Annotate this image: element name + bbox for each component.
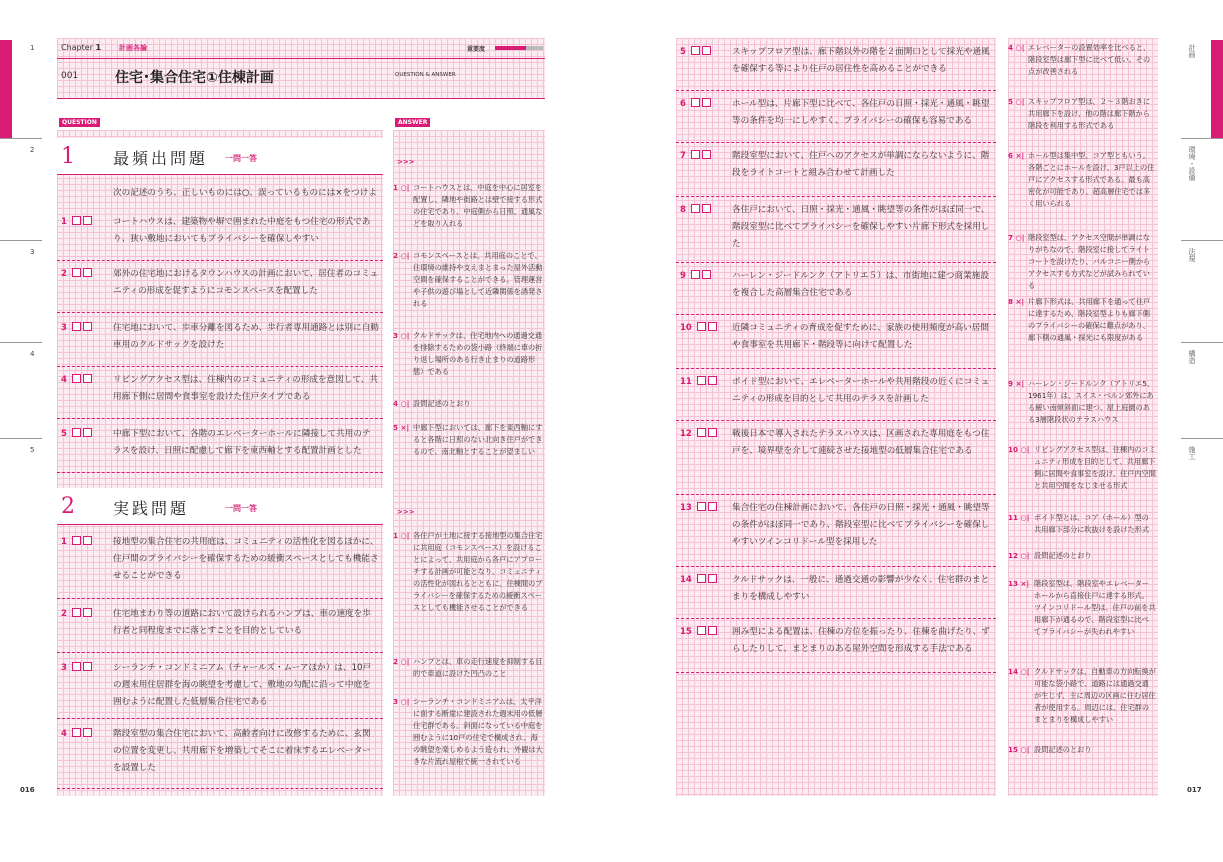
question-number: 7 [680, 150, 711, 161]
answer-number: 2 ○| [393, 251, 410, 260]
section-number: 001 [61, 71, 79, 81]
sec2-question-row [57, 656, 383, 719]
answer-number: 10 ○| [1008, 445, 1030, 454]
checkbox[interactable] [83, 536, 92, 545]
chapter-edge-tab [0, 40, 12, 138]
answer-text: スキップフロア型は、２～３階おきに共用廊下を設け、他の階は廊下階から階段を利用する形式である [1028, 97, 1151, 130]
checkbox[interactable] [708, 574, 717, 583]
answer-number: 1 ○| [393, 531, 410, 540]
answer-number: 6 ×| [1008, 151, 1025, 160]
checkbox[interactable] [697, 322, 706, 331]
right-question-row [676, 316, 996, 369]
question-text: 住宅地まわり等の道路において設けられるハンプは、車の速度を歩行者と同程度までに落とすことを目的としている [113, 609, 371, 636]
question-number: 11 [680, 376, 717, 387]
edge-divider [0, 240, 42, 241]
checkbox[interactable] [691, 204, 700, 213]
section-1-arrow: >>> [397, 158, 415, 166]
question-number: 3 [61, 662, 92, 673]
section-1-title: 最頻出問題 [113, 149, 209, 168]
answer-text: ハンプとは、車の走行速度を抑制する目的で車道に設けた凹凸のこと [413, 657, 543, 678]
question-number: 4 [61, 728, 92, 739]
edge-divider [1181, 138, 1223, 139]
importance-fill [495, 46, 526, 50]
question-text: スキップフロア型は、廊下階以外の階を２面開口として採光や通風を確保する等により住戸の居住性を高めることができる [732, 47, 990, 74]
answer-text: 片廊下形式は、共用廊下を通って住戸に達するため、階段室型よりも廊下側のプライバシーの確保に難点があり、廊下側の通風・採光にも限度がある [1028, 297, 1151, 342]
section-2-title: 実践問題 [113, 499, 190, 518]
checkbox[interactable] [72, 728, 81, 737]
answer-text: 階段室型は、階段室やエレベーターホールから直接住戸に達する形式。ツインコリドール型は、住戸の前を共用廊下が通るので、階段室型に比べてプライバシーが失われやすい [1034, 579, 1156, 636]
question-text: ボイド型において、エレベーターホールや共用階段の近くにコミュニティの形成を目的として共用のテラスを計画した [732, 377, 990, 404]
checkbox[interactable] [83, 662, 92, 671]
category-label: 計画各論 [119, 44, 147, 52]
question-number: 3 [61, 322, 92, 333]
checkbox[interactable] [72, 322, 81, 331]
checkbox[interactable] [708, 502, 717, 511]
answer-number: 15 ○| [1008, 745, 1030, 754]
section-2-arrow: >>> [397, 508, 415, 516]
section-2-header [57, 488, 383, 525]
question-text: クルドサックは、一般に、通過交通の影響が少なく、住宅群のまとまりを構成しやすい [732, 575, 990, 602]
section-1-header [57, 138, 383, 175]
question-text: 接地型の集合住宅の共用庭は、コミュニティの活性化を図るほかに、住戸間のプライバシーを確保するための緩衝スペースとしても機能させることができる [113, 537, 379, 581]
answer-number: 5 ×| [393, 423, 410, 432]
question-number: 5 [680, 46, 711, 57]
question-number: 1 [61, 216, 92, 227]
edge-divider [0, 342, 42, 343]
question-number: 8 [680, 204, 711, 215]
checkbox[interactable] [708, 376, 717, 385]
right-question-row [676, 620, 996, 673]
answer-number: 12 ○| [1008, 551, 1030, 560]
checkbox[interactable] [691, 46, 700, 55]
right-question-row [676, 264, 996, 315]
question-text: 住宅地において、歩車分離を図るため、歩行者専用通路とは別に自動車用のクルドサックを設けた [113, 323, 379, 350]
question-text: 戦後日本で導入されたテラスハウスは、区画された専用庭をもつ住戸を、境界壁を介して連続させた接地型の低層集合住宅である [732, 429, 990, 456]
checkbox[interactable] [83, 268, 92, 277]
checkbox[interactable] [72, 536, 81, 545]
sec2-question-row [57, 530, 383, 599]
checkbox[interactable] [702, 150, 711, 159]
answer-number: 4 ○| [393, 399, 410, 408]
checkbox[interactable] [708, 428, 717, 437]
edge-divider [1181, 240, 1223, 241]
header-top-row [57, 38, 545, 59]
answer-text: 各住戸が土地に接する接地型の集合住宅に共用庭（コモンスペース）を設けることによって、共用庭から各戸にアプローチする計画が可能となり、コミュニティの活性化が図れるとともに、住棟間のプライバシーを確保するための緩衝スペースとしても機能させることができる [413, 531, 543, 612]
question-text: 近隣コミュニティの育成を促すために、家族の使用頻度が高い居間や食事室を共用廊下・階段等に向けて配置した [732, 323, 989, 350]
section-label: 構造 [1188, 350, 1196, 364]
section-label: 計画 [1188, 44, 1196, 58]
checkbox[interactable] [702, 46, 711, 55]
checkbox[interactable] [83, 322, 92, 331]
right-question-row [676, 198, 996, 263]
answer-text: シーランチ・コンドミニアムは、太平洋に面する断崖に建設された週末用の低層住宅群である。斜面になっている中庭を囲むように10戸の住宅で構成され、海の眺望を楽しめるよう造られ、外観は大きな片流れ屋根で統一されている [413, 697, 543, 766]
answer-text: エレベーターの設置効率を比べると、階段室型は廊下型に比べて低い。その点が改善される [1028, 43, 1151, 76]
section-2-subtitle: 一問一答 [225, 504, 257, 513]
intro-text: 次の記述のうち、正しいものには○、誤っているものには×をつけよ [113, 188, 377, 198]
checkbox[interactable] [72, 374, 81, 383]
edge-divider [1181, 342, 1223, 343]
question-number: 12 [680, 428, 717, 439]
page-title: 住宅･集合住宅①住棟計画 [115, 70, 274, 86]
sec1-question-row [57, 368, 383, 419]
answer-number: 4 ○| [1008, 43, 1025, 52]
page-number-left: 016 [20, 786, 35, 794]
checkbox[interactable] [83, 374, 92, 383]
checkbox[interactable] [691, 98, 700, 107]
answer-number: 8 ×| [1008, 297, 1025, 306]
answer-number: 5 ○| [1008, 97, 1025, 106]
section-label: 施工 [1188, 446, 1196, 460]
right-question-row [676, 496, 996, 567]
question-text: 階段室型の集合住宅において、高齢者向けに改修するために、玄関の位置を変更し、共用廊下を増築してそこに着床するエレベーターを設置した [113, 729, 371, 773]
question-text: ホール型は、片廊下型に比べて、各住戸の日照・採光・通風・眺望等の条件を均一にしやすく、プライバシーの確保も容易である [732, 99, 990, 126]
answer-number: 14 ○| [1008, 667, 1030, 676]
question-text: 中廊下型において、各階のエレベーターホールに隣接して共用のテラスを設け、日照に配慮して廊下を東西軸とする配置計画とした [113, 429, 371, 456]
edge-number: 3 [30, 248, 35, 256]
answer-text: 設問記述のとおり [1034, 745, 1092, 754]
question-number: 9 [680, 270, 711, 281]
question-text: 階段室型において、住戸へのアクセスが単調にならないように、階段をライトコートと組み合わせて計画した [732, 151, 990, 178]
answer-column-right [1008, 38, 1158, 796]
qa-label: QUESTION & ANSWER [395, 72, 456, 78]
sec1-question-row [57, 210, 383, 261]
question-tag: QUESTION [59, 118, 100, 127]
answer-text: リビングアクセス型は、住棟内のコミュニティ形成を目的として、共用廊下側に居間や食事室を設け、住戸内空間と共用空間をなじませる形式 [1034, 445, 1156, 490]
question-text: コートハウスは、建築物や塀で囲まれた中庭をもつ住宅の形式であり、狭い敷地においてもプライバシーを確保しやすい [113, 217, 371, 244]
answer-text: 中廊下型においては、廊下を東西軸にすると各階に日照のない北向き住戸ができるので、南北軸とすることが望ましい [413, 423, 543, 456]
question-text: リビングアクセス型は、住棟内のコミュニティの形成を意図して、共用廊下側に居間や食事室を設けた住戸タイプである [113, 375, 378, 402]
page-number-right: 017 [1187, 786, 1202, 794]
right-question-row [676, 40, 996, 91]
checkbox[interactable] [72, 662, 81, 671]
chapter-edge-tab-right [1211, 40, 1223, 138]
checkbox[interactable] [72, 268, 81, 277]
sec2-question-row [57, 602, 383, 653]
checkbox[interactable] [708, 322, 717, 331]
section-2-number: 2 [61, 494, 75, 519]
checkbox[interactable] [697, 428, 706, 437]
answer-text: 設問記述のとおり [1034, 551, 1092, 560]
checkbox[interactable] [691, 270, 700, 279]
page-header [57, 38, 545, 98]
answer-text: クルドサックは、自動車の方向転換が可能な袋小路で、道路には通過交通が生じず、主に周辺の区画に住む居住者が使用する。周辺には、住宅群のまとまりを構成しやすい [1034, 667, 1156, 724]
checkbox[interactable] [83, 608, 92, 617]
section-1-subtitle: 一問一答 [225, 154, 257, 163]
edge-divider [0, 438, 42, 439]
answer-text: ハーレン・ジードルンク（アトリエ5、1961年）は、スイス・ベルン郊外にある緩い南傾斜面に建つ、屋上庭園のある3層階段状のテラスハウス [1028, 379, 1154, 424]
question-text: 囲み型による配置は、住棟の方位を振ったり、住棟を曲げたり、ずらしたりして、まとまりのある屋外空間を形成する手法である [732, 627, 990, 654]
answer-tag: ANSWER [395, 118, 430, 127]
checkbox[interactable] [708, 626, 717, 635]
checkbox[interactable] [83, 728, 92, 737]
chapter-label: Chapter 1 [61, 43, 102, 52]
sec2-question-row [57, 722, 383, 789]
edge-divider [1181, 438, 1223, 439]
right-question-row [676, 92, 996, 143]
checkbox[interactable] [697, 574, 706, 583]
question-number: 2 [61, 608, 92, 619]
checkbox[interactable] [83, 216, 92, 225]
right-question-row [676, 568, 996, 619]
checkbox[interactable] [691, 150, 700, 159]
question-column [57, 130, 383, 796]
question-number: 14 [680, 574, 717, 585]
right-question-row [676, 144, 996, 197]
checkbox[interactable] [697, 376, 706, 385]
section-label: 環境・設備 [1188, 146, 1196, 181]
question-number: 13 [680, 502, 717, 513]
answer-number: 3 ○| [393, 331, 410, 340]
importance-label: 重要度 [467, 46, 486, 53]
answer-text: ホール型は集中型、コア型ともいう。各階ごとにホールを設け、3戸以上の住戸にアクセスする形式である。最も高密化が可能であり、超高層住宅では多く用いられる [1028, 151, 1155, 208]
answer-text: 階段室型は、アクセス空間が単調になりがちなので、階段室に接してライトコートを設けたり、バルコニー側からアクセスする方式などが試みられている [1028, 233, 1151, 290]
section-label: 法規 [1188, 248, 1196, 262]
answer-number: 2 ○| [393, 657, 410, 666]
right-question-row [676, 370, 996, 421]
edge-number: 2 [30, 146, 35, 154]
answer-number: 9 ×| [1008, 379, 1025, 388]
checkbox[interactable] [702, 98, 711, 107]
answer-column [393, 130, 545, 796]
answer-text: コモンスペースとは、共用庭のことで、住環境の維持や支えまとまった屋外活動空間を確保することができる。管理運営や子供の遊び場として近隣関係を誘発される [413, 251, 543, 308]
checkbox[interactable] [702, 204, 711, 213]
question-column-right [676, 38, 996, 796]
answer-number: 7 ○| [1008, 233, 1025, 242]
answer-text: コートハウスとは、中庭を中心に居室を配置し、隣地や街路とは壁で接する形式の住宅であり、中庭側から日照、通風などを取り入れる [413, 183, 543, 228]
section-1-number: 1 [61, 144, 75, 169]
question-text: 集合住宅の住棟計画において、各住戸の日照・採光・通風・眺望等の条件がほぼ同一であり、階段室型に比べてプライバシーを確保しやすいツインコリドール型を採用した [732, 503, 990, 547]
checkbox[interactable] [697, 626, 706, 635]
edge-number: 4 [30, 350, 35, 358]
checkbox[interactable] [72, 608, 81, 617]
sec1-question-row [57, 422, 383, 473]
question-number: 4 [61, 374, 92, 385]
checkbox[interactable] [83, 428, 92, 437]
question-number: 1 [61, 536, 92, 547]
edge-number: 1 [30, 44, 35, 52]
right-question-row [676, 422, 996, 495]
question-text: ハーレン・ジードルンク（アトリエ５）は、市街地に建つ商業施設を複合した高層集合住宅である [732, 271, 989, 298]
answer-number: 3 ○| [393, 697, 410, 706]
header-title-row [57, 58, 545, 99]
edge-divider [0, 138, 42, 139]
answer-text: ボイド型とは、コア（ホール）型の共用廊下部分に吹抜けを設けた形式 [1034, 513, 1150, 534]
question-text: シーランチ・コンドミニアム（チャールズ・ムーアほか）は、10戸の週末用住居群を海の眺望を考慮して、敷地の勾配に沿って中庭を囲むように配置した低層集合住宅である [113, 663, 372, 707]
question-number: 15 [680, 626, 717, 637]
sec1-question-row [57, 316, 383, 367]
answer-text: 設問記述のとおり [413, 399, 471, 408]
question-number: 10 [680, 322, 717, 333]
question-number: 5 [61, 428, 92, 439]
answer-text: クルドサックは、住宅地内への通過交通を排除するための袋小路（終端に車の折り返し場所のある行き止まりの道路形態）である [413, 331, 543, 376]
checkbox[interactable] [702, 270, 711, 279]
edge-number: 5 [30, 446, 35, 454]
answer-number: 11 ○| [1008, 513, 1030, 522]
question-text: 各住戸において、日照・採光・通風・眺望等の条件がほぼ同一で、階段室型に比べてプライバシーを確保しやすい片廊下形式を採用した [732, 205, 990, 249]
answer-number: 1 ○| [393, 183, 410, 192]
answer-number: 13 ×| [1008, 579, 1030, 588]
sec1-question-row [57, 262, 383, 313]
importance-bar [495, 46, 543, 50]
checkbox[interactable] [697, 502, 706, 511]
checkbox[interactable] [72, 428, 81, 437]
question-number: 6 [680, 98, 711, 109]
question-number: 2 [61, 268, 92, 279]
checkbox[interactable] [72, 216, 81, 225]
question-text: 郊外の住宅地におけるタウンハウスの計画において、居住者のコミュニティの形成を促すようにコモンスペースを配置した [113, 269, 379, 296]
